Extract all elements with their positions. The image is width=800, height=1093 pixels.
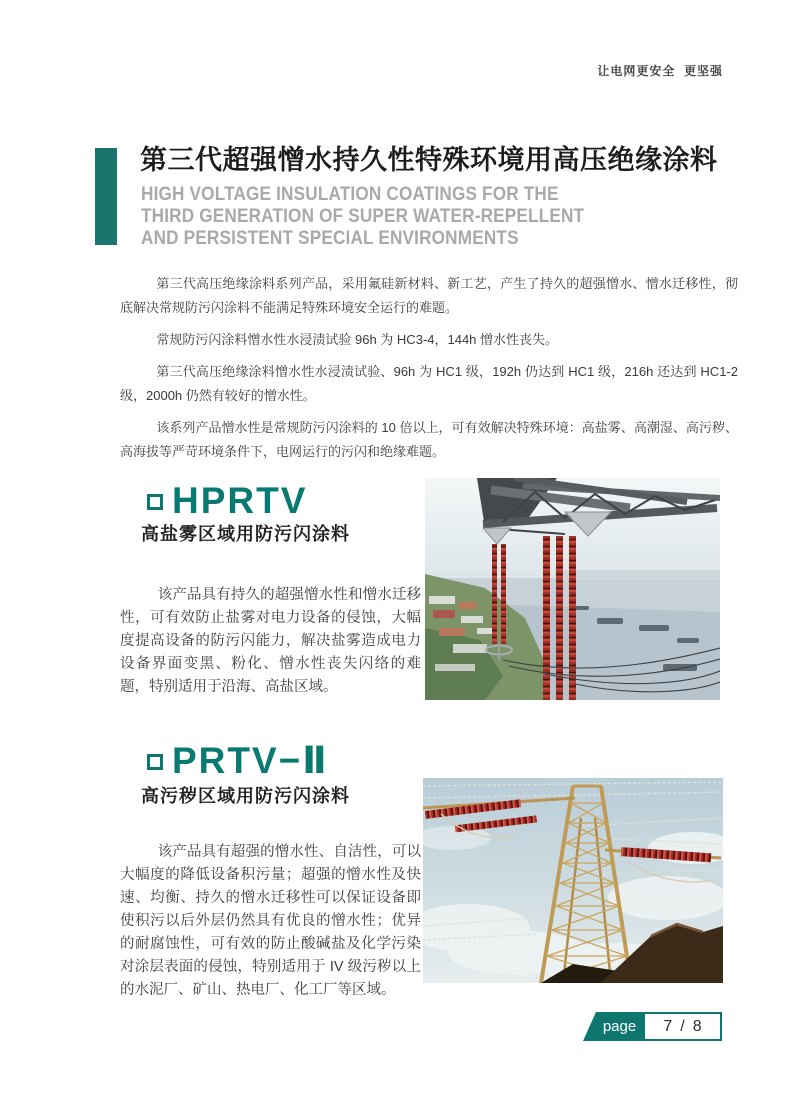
- page-badge-flag: [583, 1012, 643, 1041]
- prtv2-paragraph: 该产品具有超强的憎水性、自洁性，可以大幅度的降低设备积污量；超强的憎水性及快速、均衡、持久的憎水迁移性可以保证设备即使积污以后外层仍然具有优良的憎水性；优异的耐腐蚀性，可有效的防止酸碱盐及化学污染对涂层表面的侵蚀，特别适用于 IV 级污秽以上的水泥厂、矿山、热电厂、化工厂等区域。: [120, 844, 421, 998]
- subtitle-line: AND PERSISTENT SPECIAL ENVIRONMENTS: [141, 227, 519, 249]
- hprtv-photo-illustration: [425, 478, 720, 700]
- intro-paragraph: 该系列产品憎水性是常规防污闪涂料的 10 倍以上，可有效解决特殊环境：高盐雾、高潮湿、高污秽、高海拔等严苛环境条件下，电网运行的污闪和绝缘难题。: [120, 420, 738, 459]
- page-subtitle: [141, 183, 584, 249]
- subtitle-line: HIGH VOLTAGE INSULATION COATINGS FOR THE: [141, 183, 559, 205]
- title-accent-bar: [95, 148, 117, 245]
- hprtv-paragraph: 该产品具有持久的超强憎水性和憎水迁移性，可有效防止盐雾对电力设备的侵蚀，大幅度提高设备的防污闪能力，解决盐雾造成电力设备界面变黑、粉化、憎水性丧失闪络的难题，特别适用于沿海、高盐区域。: [120, 587, 421, 695]
- hprtv-section-title: HPRTV: [172, 480, 308, 521]
- page-number-box: [643, 1012, 722, 1041]
- prtv2-square-bullet-icon: [147, 754, 163, 770]
- prtv2-section-subtitle: 高污秽区域用防污闪涂料: [141, 786, 350, 806]
- hprtv-section-subtitle: 高盐雾区域用防污闪涂料: [141, 524, 350, 544]
- prtv2-photo-illustration: [423, 778, 723, 983]
- prtv2-photo: [423, 778, 723, 983]
- prtv2-section-body: [120, 841, 421, 1002]
- intro-paragraph: 常规防污闪涂料憎水性水浸渍试验 96h 为 HC3-4，144h 憎水性丧失。: [156, 332, 559, 347]
- intro-paragraph: 第三代高压绝缘涂料系列产品，采用氟硅新材料、新工艺，产生了持久的超强憎水、憎水迁移性，彻底解决常规防污闪涂料不能满足特殊环境安全运行的难题。: [120, 276, 738, 315]
- hprtv-photo: [425, 478, 720, 700]
- intro-paragraph: 第三代高压绝缘涂料憎水性水浸渍试验、96h 为 HC1 级，192h 仍达到 HC1 级，216h 还达到 HC1-2 级，2000h 仍然有较好的憎水性。: [120, 364, 738, 403]
- page-title: 第三代超强憎水持久性特殊环境用高压绝缘涂料: [140, 145, 718, 175]
- page-number-total: 8: [692, 1017, 702, 1035]
- intro-paragraphs: [120, 272, 738, 472]
- page-number-separator: /: [680, 1017, 685, 1035]
- page-number-current: 7: [663, 1017, 673, 1035]
- page-badge-label: page: [602, 1018, 637, 1035]
- header-motto: 让电网更安全 更坚强: [597, 64, 723, 78]
- hprtv-section-body: [120, 584, 421, 699]
- hprtv-square-bullet-icon: [147, 494, 163, 510]
- prtv2-section-title: PRTV−Ⅱ: [172, 740, 329, 781]
- subtitle-line: THIRD GENERATION OF SUPER WATER-REPELLENT: [141, 205, 585, 227]
